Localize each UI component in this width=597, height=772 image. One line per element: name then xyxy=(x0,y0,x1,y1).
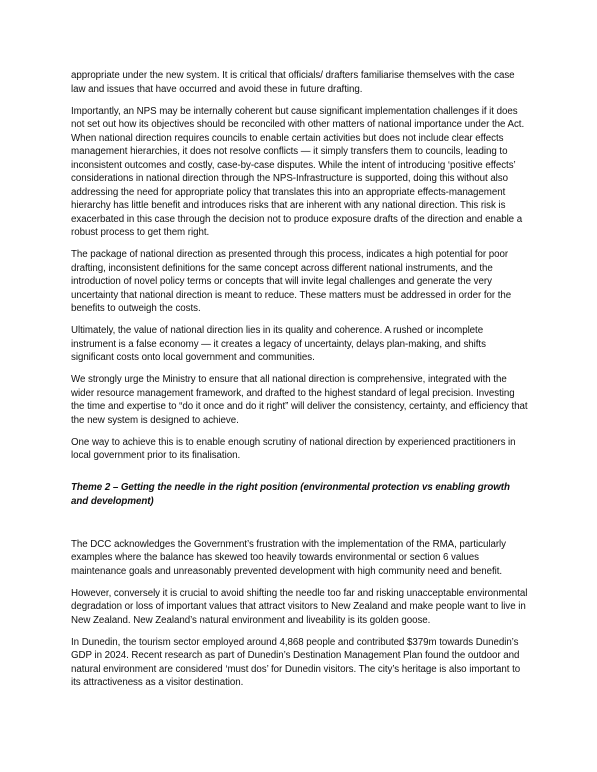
paragraph: Importantly, an NPS may be internally coherent but cause significant implementation challenges if it does not set out how its objectives should be reconciled with other matters of national importance under the Act. When national direction requires councils to enable certain activities but does not include clear effects management hierarchies, it does not resolve conflicts — it simply transfers them to councils, leading to inconsistent outcomes and costly, case-by-case disputes. While the intent of introducing ‘positive effects’ considerations in national direction through the NPS-Infrastructure is supported, doing this without also addressing the need for appropriate policy that translates this into an appropriate effects-management hierarchy has little benefit and introduces risks that are inherent with any national direction. This risk is exacerbated in this case through the decision not to produce exposure drafts of the direction and enable a robust process to get them right. xyxy=(71,105,525,238)
paragraph: The package of national direction as presented through this process, indicates a high potential for poor drafting, inconsistent definitions for the same concept across different national instruments, and the introduction of novel policy terms or concepts that will invite legal challenges and generate the very uncertainty that national direction is meant to reduce. These matters must be addressed in order for the benefits to outweigh the costs. xyxy=(71,249,512,314)
paragraph: Ultimately, the value of national direction lies in its quality and coherence. A rushed or incomplete instrument is a false economy — it creates a legacy of uncertainty, delays plan-making, and shifts significant costs onto local government and communities. xyxy=(71,325,486,363)
paragraph: appropriate under the new system. It is critical that officials/ drafters familiarise themselves with the case law and issues that have occurred and avoid these in future drafting. xyxy=(71,70,515,95)
section-heading: Theme 2 – Getting the needle in the right position (environmental protection vs enabling growth and development) xyxy=(71,481,510,507)
document-body xyxy=(71,69,528,698)
paragraph: The DCC acknowledges the Government’s frustration with the implementation of the RMA, particularly examples where the balance has skewed too heavily towards environmental or section 6 values maintenance goals and unreasonably prevented development with high community need and benefit. xyxy=(71,538,506,577)
paragraph: In Dunedin, the tourism sector employed around 4,868 people and contributed $379m towards Dunedin’s GDP in 2024. Recent research as part of Dunedin’s Destination Management Plan found the outdoor and natural environment are considered ‘must dos’ for Dunedin visitors. The city’s heritage is also important to its attractiveness as a visitor destination. xyxy=(71,636,521,688)
paragraph: However, conversely it is crucial to avoid shifting the needle too far and risking unacceptable environmental degradation or loss of important values that attract visitors to New Zealand and make people want to live in New Zealand. New Zealand’s natural environment and liveability is its golden goose. xyxy=(71,587,528,626)
paragraph: We strongly urge the Ministry to ensure that all national direction is comprehensive, integrated with the wider resource management framework, and drafted to the highest standard of legal precision. Investing the time and expertise to “do it once and do it right” will deliver the consistency, certainty, and efficiency that the new system is designed to achieve. xyxy=(71,374,528,426)
paragraph: One way to achieve this is to enable enough scrutiny of national direction by experienced practitioners in local government prior to its finalisation. xyxy=(71,436,516,461)
